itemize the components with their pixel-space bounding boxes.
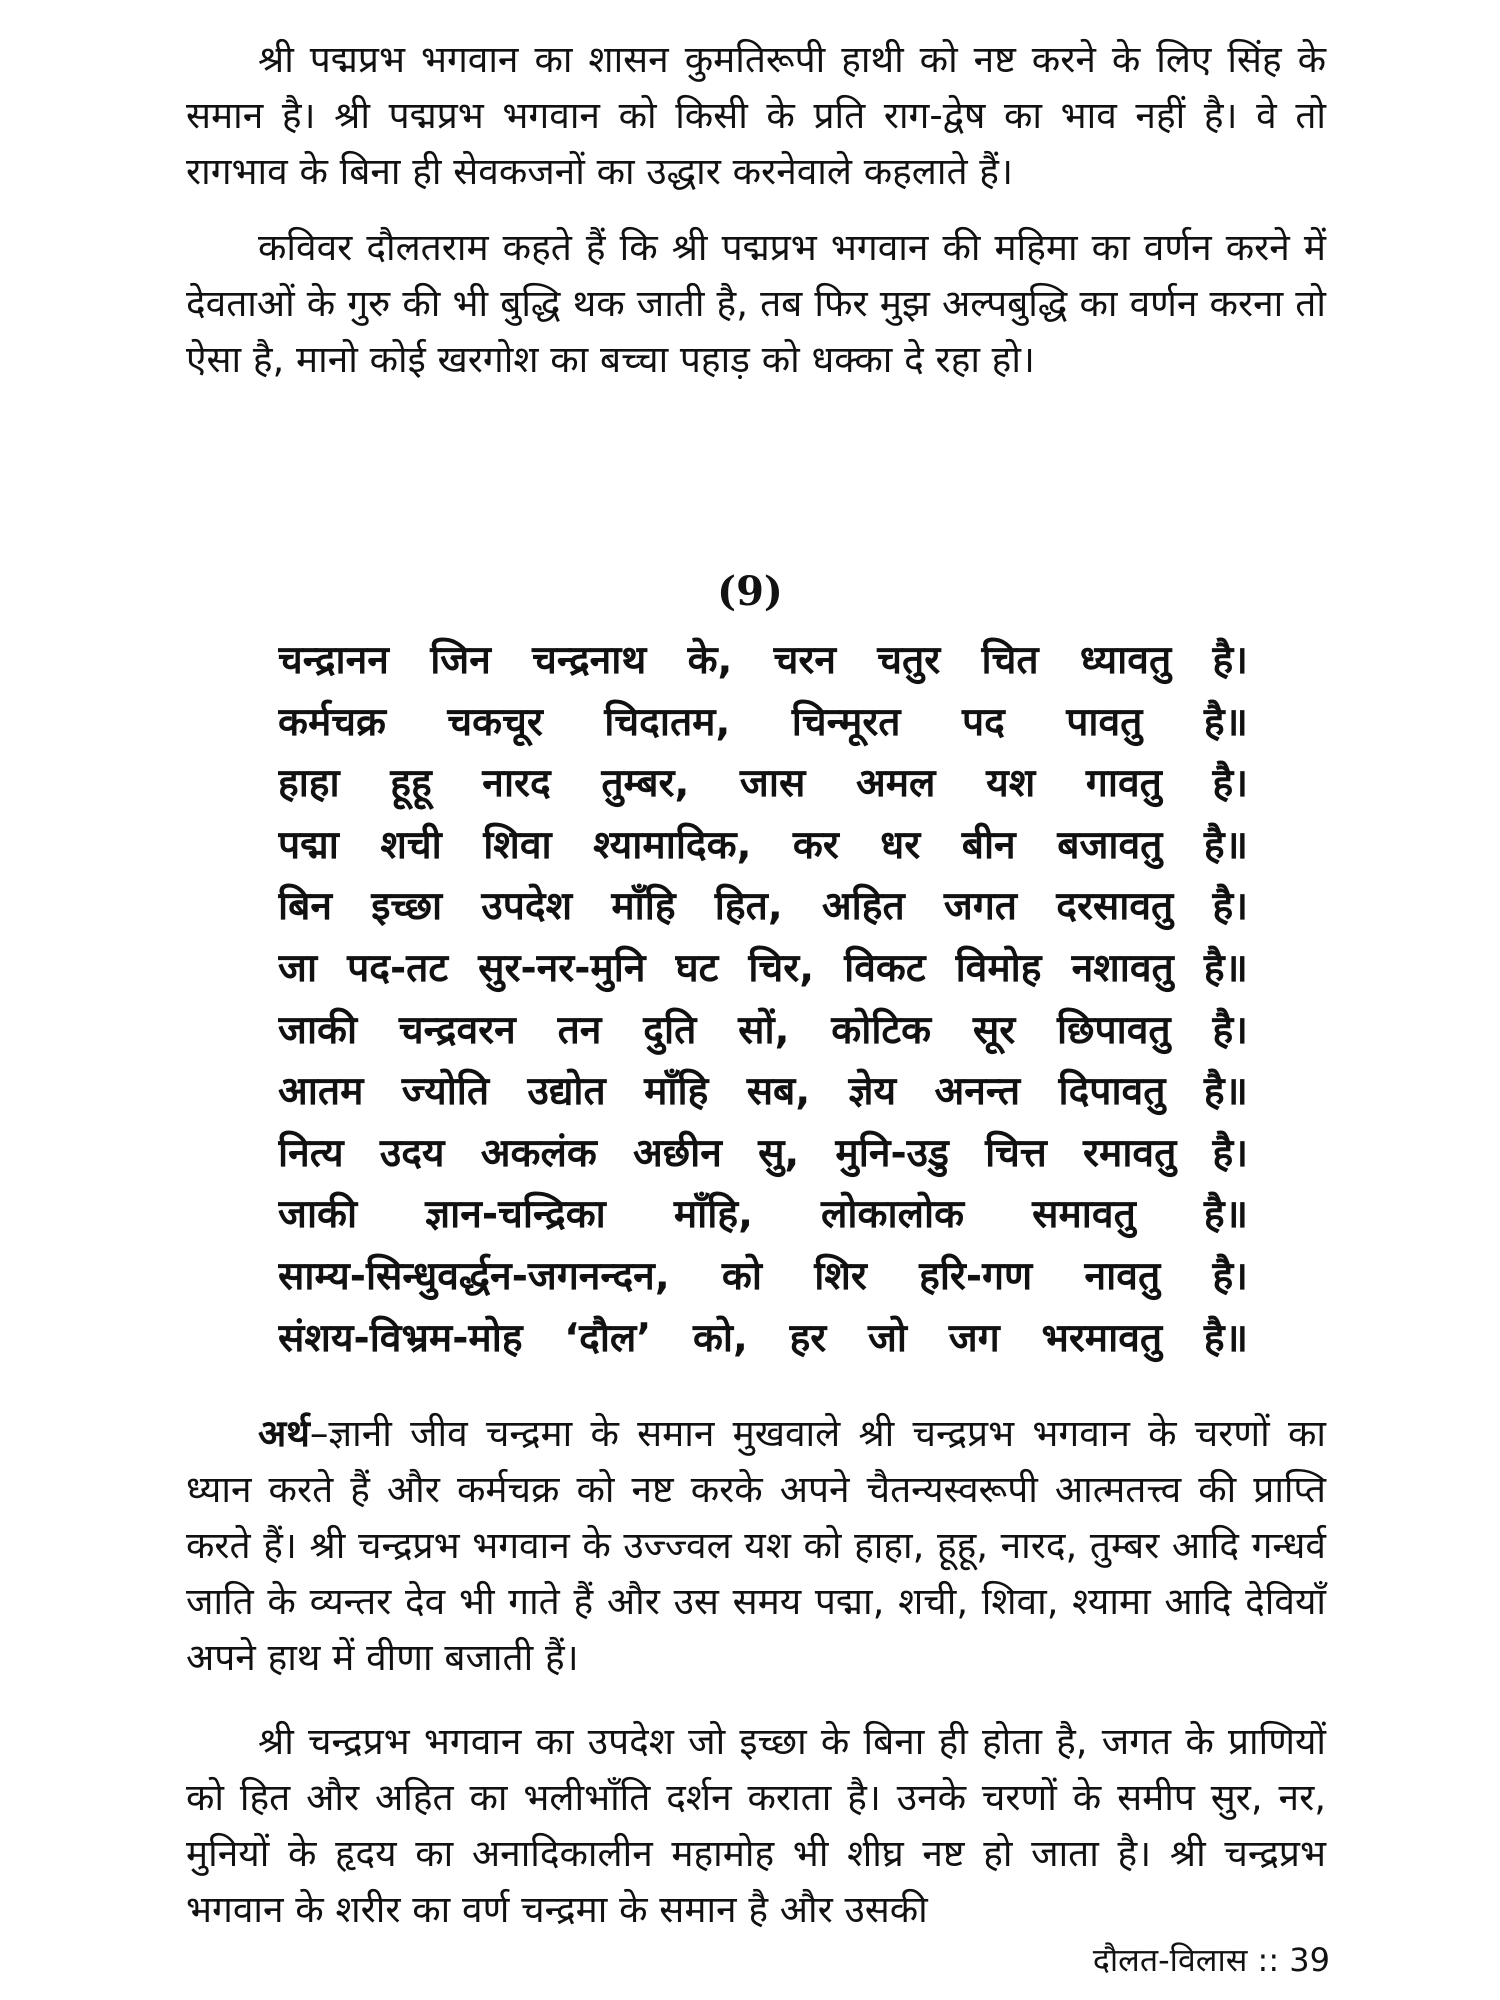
verse-word: गावतु	[1085, 761, 1162, 807]
verse-word: के,	[687, 638, 733, 683]
verse-word: जास	[739, 761, 806, 807]
verse-word: ज्ञान-चन्द्रिका	[425, 1192, 606, 1238]
verse-line	[278, 938, 1248, 1000]
verse-word: अहित	[821, 884, 905, 930]
paragraph-kavivar-daulatram: कविवर दौलतराम कहते हैं कि श्री पद्मप्रभ भगवान की महिमा का वर्णन करने में देवताओं के गुरु की भी बुद्धि थक जाती है, तब फिर मुझ अल्पबुद्धि का वर्णन करना तो ऐसा है, मानो कोई खरगोश का बच्चा पहाड़ को धक्का दे रहा हो।	[186, 226, 1326, 381]
verse-word: है।	[1212, 638, 1248, 683]
meaning-text: –ज्ञानी जीव चन्द्रमा के समान मुखवाले श्री चन्द्रप्रभ भगवान के चरणों का ध्यान करते हैं और कर्मचक्र को नष्ट करके अपने चैतन्यस्वरूपी आत्मतत्त्व की प्राप्ति करते हैं। श्री चन्द्रप्रभ भगवान के उज्ज्वल यश को हाहा, हूहू, नारद, तुम्बर आदि गन्धर्व जाति के व्यन्तर देव भी गाते हैं और उस समय पद्मा, शची, शिवा, श्यामा आदि देवियाँ अपने हाथ में वीणा बजाती हैं।	[186, 1412, 1326, 1679]
verse-word: विमोह	[955, 945, 1042, 991]
verse-word: बीन	[961, 822, 1016, 868]
verse-word: कर्मचक्र	[278, 699, 386, 745]
verse-word: दिपावतु	[1058, 1069, 1166, 1115]
verse-word: है॥	[1203, 699, 1248, 745]
paragraph-padmaprabh-shasan: श्री पद्मप्रभ भगवान का शासन कुमतिरूपी हाथी को नष्ट करने के लिए सिंह के समान है। श्री पद्मप्रभ भगवान को किसी के प्रति राग-द्वेष का भाव नहीं है। वे तो रागभाव के बिना ही सेवकजनों का उद्धार करनेवाले कहलाते हैं।	[186, 38, 1326, 193]
verse-word: सों,	[738, 1007, 790, 1053]
verse-word: पावतु	[1066, 699, 1143, 745]
verse-word: शिर	[814, 1253, 867, 1299]
verse-word: चिर,	[748, 945, 815, 991]
verse-word: शची	[380, 822, 442, 868]
verse-word: माँहि	[611, 884, 676, 930]
paragraph-chandraprabh-updesh: श्री चन्द्रप्रभ भगवान का उपदेश जो इच्छा के बिना ही होता है, जगत के प्राणियों को हित और अहित का भलीभाँति दर्शन कराता है। उनके चरणों के समीप सुर, नर, मुनियों के हृदय का अनादिकालीन महामोह भी शीघ्र नष्ट हो जाता है। श्री चन्द्रप्रभ भगवान के शरीर का वर्ण चन्द्रमा के समान है और उसकी	[186, 1720, 1326, 1931]
verse-word: है।	[1212, 761, 1248, 807]
verse-word: विकट	[844, 945, 926, 991]
verse-word: भरमावतु	[1041, 1315, 1163, 1361]
verse-word: सुर-नर-मुनि	[478, 945, 646, 991]
verse-line	[278, 1308, 1248, 1370]
verse-line	[278, 1123, 1248, 1185]
verse-word: जा	[278, 945, 318, 991]
verse-line	[278, 1184, 1248, 1246]
verse-word: दुति	[643, 1007, 697, 1053]
verse-word: चिन्मूरत	[791, 699, 901, 745]
verse-word: है॥	[1203, 1069, 1248, 1115]
verse-word: ज्ञेय	[848, 1069, 897, 1115]
verse-word: जिन	[430, 638, 491, 683]
verse-word: आतम	[278, 1069, 364, 1115]
verse-word: रमावतु	[1083, 1130, 1177, 1176]
verse-line	[278, 630, 1248, 692]
verse-word: उपदेश	[481, 884, 573, 930]
verse-word: जग	[948, 1315, 1000, 1361]
verse-word: छिपावतु	[1057, 1007, 1171, 1053]
verse-word: मुनि-उडु	[835, 1130, 949, 1176]
verse-line	[278, 1061, 1248, 1123]
verse-word: है॥	[1203, 822, 1248, 868]
meaning-label: अर्थ	[258, 1412, 310, 1455]
verse-word: ज्योति	[401, 1069, 490, 1115]
verse-word: चिदातम,	[604, 699, 731, 745]
verse-word: उदय	[379, 1130, 445, 1176]
verse-word: है।	[1212, 1130, 1248, 1176]
verse-word: है।	[1212, 1007, 1248, 1053]
verse-word: हर	[789, 1315, 827, 1361]
verse-word: पद	[961, 699, 1005, 745]
verse-word: को,	[692, 1315, 748, 1361]
verse-line	[278, 1000, 1248, 1062]
verse-word: है॥	[1203, 1315, 1248, 1361]
verse-word: कर	[792, 822, 839, 868]
verse-word: हरि-गण	[919, 1253, 1033, 1299]
verse-word: सूर	[972, 1007, 1016, 1053]
verse-word: लोकालोक	[820, 1192, 965, 1238]
verse-word: अछीन	[633, 1130, 722, 1176]
verse-block	[278, 630, 1248, 1369]
verse-word: पद-तट	[347, 945, 449, 991]
paragraph-meaning	[186, 1406, 1326, 1686]
verse-word: सु,	[758, 1130, 800, 1176]
verse-word: चित	[981, 638, 1039, 683]
verse-word: दरसावतु	[1056, 884, 1174, 930]
verse-word: हित,	[714, 884, 783, 930]
verse-word: बजावतु	[1057, 822, 1163, 868]
verse-word: तुम्बर,	[601, 761, 690, 807]
verse-word: सब,	[746, 1069, 811, 1115]
verse-word: नशावतु	[1071, 945, 1174, 991]
verse-word: ‘दौल’	[564, 1315, 652, 1361]
verse-word: चन्द्रानन	[278, 638, 389, 683]
verse-word: इच्छा	[371, 884, 443, 930]
verse-word: नारद	[482, 761, 551, 807]
verse-line	[278, 753, 1248, 815]
verse-word: है॥	[1203, 945, 1248, 991]
verse-word: चन्द्रनाथ	[532, 638, 647, 683]
verse-word: संशय-विभ्रम-मोह	[278, 1315, 523, 1361]
verse-word: अमल	[855, 761, 936, 807]
page-footer: दौलत-विलास :: 39	[1092, 1941, 1330, 1979]
verse-word: है।	[1212, 1253, 1248, 1299]
verse-word: हाहा	[278, 761, 340, 807]
verse-line	[278, 815, 1248, 877]
verse-word: हूहू	[390, 761, 432, 807]
verse-word: चरन	[773, 638, 837, 683]
verse-word: चतुर	[877, 638, 941, 683]
verse-word: को	[721, 1253, 762, 1299]
verse-word: नावतु	[1084, 1253, 1161, 1299]
verse-word: नित्य	[278, 1130, 344, 1176]
verse-word: शिवा	[483, 822, 552, 868]
verse-word: ध्यावतु	[1079, 638, 1172, 683]
verse-word: अनन्त	[934, 1069, 1021, 1115]
verse-word: है॥	[1203, 1192, 1248, 1238]
verse-word: तन	[557, 1007, 602, 1053]
verse-word: श्यामादिक,	[593, 822, 752, 868]
verse-word: कोटिक	[831, 1007, 932, 1053]
verse-word: जो	[867, 1315, 908, 1361]
verse-word: समावतु	[1032, 1192, 1136, 1238]
verse-word: है।	[1212, 884, 1248, 930]
verse-word: जाकी	[278, 1192, 358, 1238]
verse-line	[278, 692, 1248, 754]
verse-line	[278, 1246, 1248, 1308]
verse-word: घट	[675, 945, 719, 991]
verse-word: पद्मा	[278, 822, 339, 868]
verse-word: बिन	[278, 884, 333, 930]
verse-line	[278, 876, 1248, 938]
verse-word: धर	[880, 822, 921, 868]
verse-word: माँहि,	[673, 1192, 753, 1238]
verse-word: अकलंक	[480, 1130, 597, 1176]
verse-word: माँहि	[644, 1069, 709, 1115]
verse-word: चन्द्रवरन	[398, 1007, 516, 1053]
verse-word: उद्योत	[527, 1069, 606, 1115]
verse-word: साम्य-सिन्धुवर्द्धन-जगनन्दन,	[278, 1253, 670, 1299]
verse-word: जाकी	[278, 1007, 358, 1053]
verse-word: चकचूर	[447, 699, 543, 745]
verse-word: यश	[986, 761, 1036, 807]
verse-word: चित्त	[985, 1130, 1047, 1176]
verse-number: (9)	[717, 568, 783, 615]
verse-word: जगत	[943, 884, 1018, 930]
